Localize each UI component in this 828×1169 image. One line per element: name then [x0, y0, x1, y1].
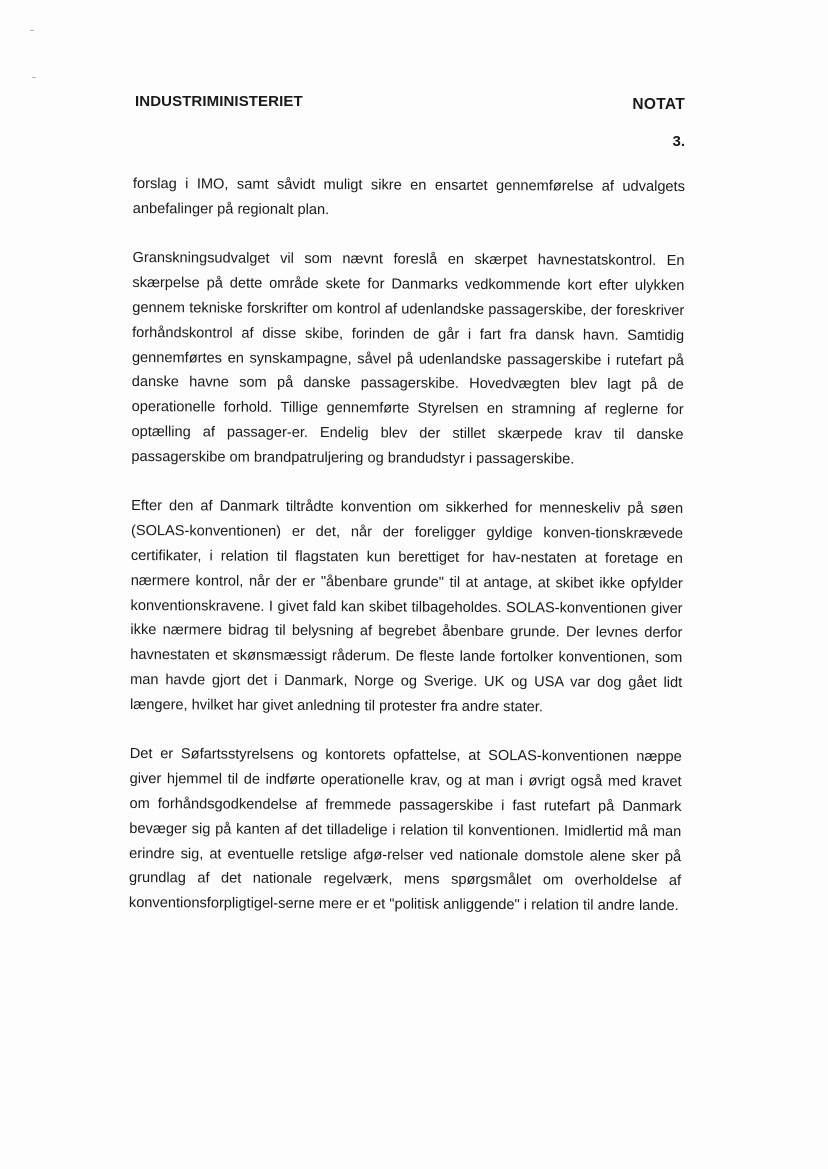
paragraph-1: forslag i IMO, samt såvidt muligt sikre en ensartet gennemførelse af udvalgets anbefalinger på regionalt plan. [132, 175, 685, 218]
scan-speck [32, 77, 36, 78]
document-type-label: NOTAT [632, 96, 685, 113]
memo-body [129, 172, 685, 944]
paragraph-3: Efter den af Danmark tiltrådte konvention om sikkerhed for menneskeliv på søen (SOLAS-konventionen) er det, når der foreligger gyldige konven-tionskrævede certifikater, i relation til flagstaten kun berettiget for hav-nestaten at foretage en nærmere kontrol, når der er "åbenbare grunde" til at antage, at skibet ikke opfylder konventionskravene. I givet fald kan skibet tilbageholdes. SOLAS-konventionen giver ikke nærmere bidrag til belysning af begrebet åbenbare grunde. Der levnes derfor havnestaten et skønsmæssigt råderum. De fleste lande fortolker konventionen, som man havde gjort det i Danmark, Norge og Sverige. UK og USA var dog gået lidt længere, hvilket har givet anledning til protester fra andre stater. [129, 498, 684, 716]
scan-speck [30, 30, 34, 31]
paragraph-2: Granskningsudvalget vil som nævnt foreslå en skærpet havnestatskontrol. En skærpelse på dette område skete for Danmarks vedkommende kort efter ulykken gennem tekniske forskrifter om kontrol af udenlandske passagerskibe, der foreskriver forhåndskontrol af disse skibe, forinden de går i fart fra dansk havn. Samtidig gennemførtes en synskampagne, såvel på udenlandske passagerskibe i rutefart på danske havne som på danske passagerskibe. Hovedvægten blev lagt på de operationelle forhold. Tillige gennemførte Styrelsen en stramning af reglerne for optælling af passager-er. Endelig blev der stillet skærpede krav til danske passagerskibe om brandpatruljering og brandudstyr i passagerskibe. [131, 250, 685, 468]
ministry-heading: INDUSTRIMINISTERIET [135, 93, 303, 110]
page-number: 3. [672, 133, 685, 150]
paragraph-4: Det er Søfartsstyrelsens og kontorets opfattelse, at SOLAS-konventionen næppe giver hjemmel til de indførte operationelle krav, og at man i øvrigt også med kravet om forhåndsgodkendelse af fremmede passagerskibe i fast rutefart på Danmark bevæger sig på kanten af det tilladelige i relation til konventionen. Imidlertid må man erindre sig, at eventuelle retslige afgø-relser ved nationale domstole alene sker på grundlag af det nationale regelværk, mens spørgsmålet om overholdelse af konventionsforpligtigel-serne mere er et "politisk anliggende" i relation til andre lande. [128, 746, 682, 915]
